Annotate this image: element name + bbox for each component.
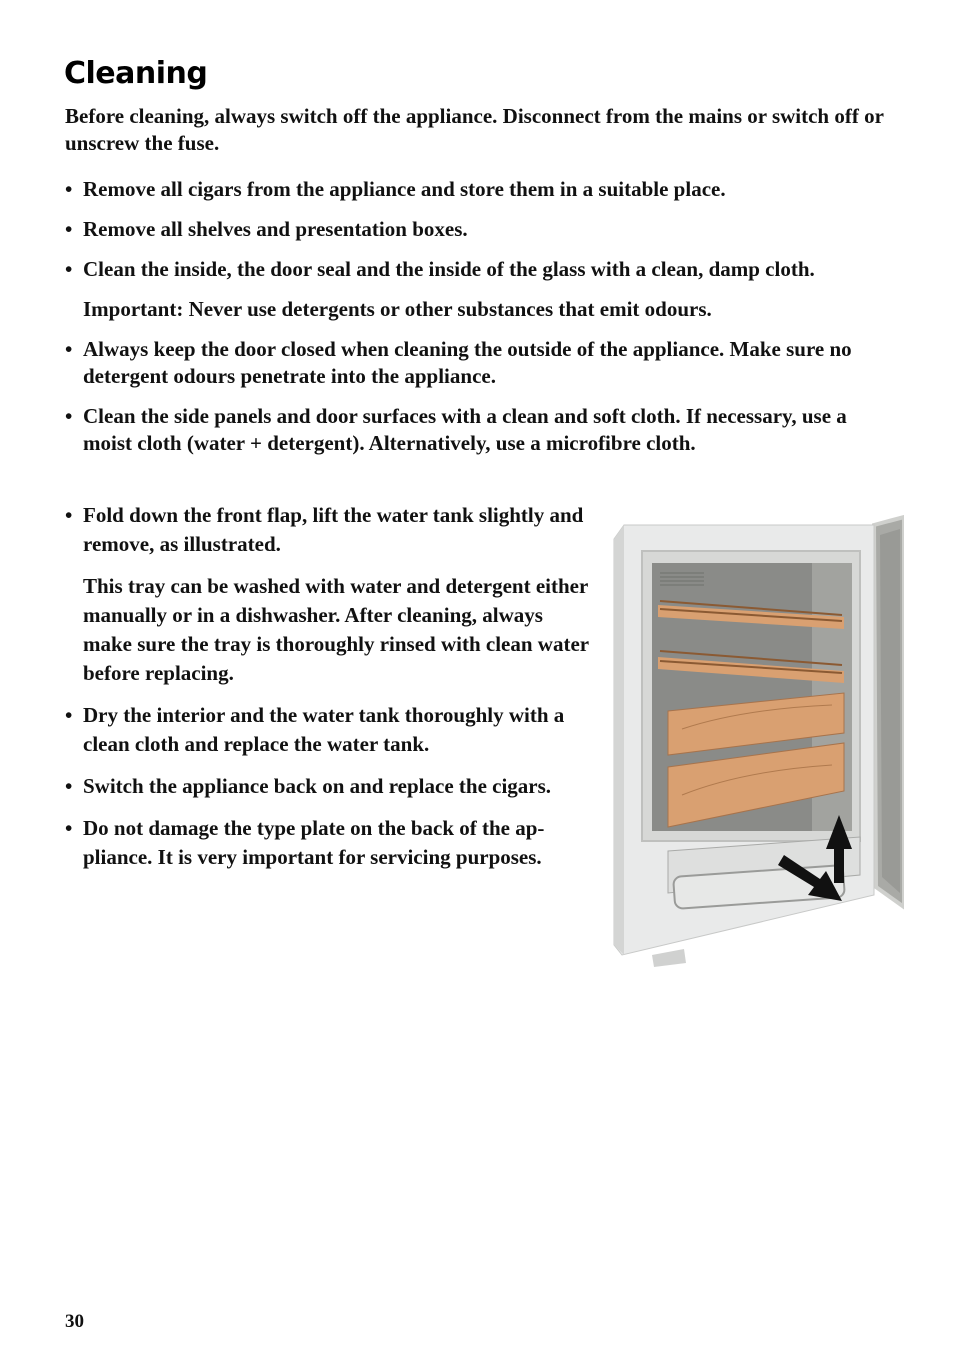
bullet: •	[65, 774, 73, 798]
list-item	[65, 772, 595, 801]
page-number: 30	[65, 1311, 84, 1332]
list-item-text: Remove all shelves and presentation boxes.	[83, 217, 468, 241]
humidor-illustration	[612, 515, 904, 975]
tray-washing-note: This tray can be washed with water and detergent either manually or in a dishwasher. After cleaning, always make sure the tray is thoroughly rinsed with clean water before replacing.	[83, 574, 589, 685]
important-note: Important: Never use detergents or other substances that emit odours.	[83, 297, 712, 321]
bullet: •	[65, 503, 73, 527]
bullet: •	[65, 217, 73, 241]
bullet: •	[65, 337, 73, 361]
list-item	[65, 403, 895, 457]
water-tank-steps-list	[65, 501, 595, 885]
list-item-text: Do not damage the type plate on the back of the ap-pliance. It is very important for servicing purposes.	[83, 816, 545, 869]
bullet: •	[65, 257, 73, 281]
list-item	[65, 336, 895, 390]
list-item	[65, 176, 895, 203]
list-item	[65, 701, 595, 759]
list-item-text: Dry the interior and the water tank thoroughly with a clean cloth and replace the water tank.	[83, 703, 565, 756]
list-item-text: Always keep the door closed when cleaning the outside of the appliance. Make sure no detergent odours penetrate into the appliance.	[83, 337, 852, 388]
page-title: Cleaning	[64, 56, 208, 91]
bullet: •	[65, 703, 73, 727]
cleaning-steps-list	[65, 176, 895, 470]
door-glass-pane	[880, 529, 900, 893]
list-item-text: Fold down the front flap, lift the water tank slightly and remove, as illustrated.	[83, 503, 584, 556]
bullet: •	[65, 816, 73, 840]
cabinet-foot	[652, 949, 686, 967]
bullet: •	[65, 404, 73, 428]
list-item	[65, 216, 895, 243]
list-item-text: Clean the side panels and door surfaces with a clean and soft cloth. If necessary, use a moist cloth (water + detergent). Alternatively, use a microfibre cloth.	[83, 404, 847, 455]
list-item	[65, 501, 595, 688]
list-item	[65, 256, 895, 323]
cabinet-side	[614, 525, 624, 955]
list-item	[65, 814, 595, 872]
intro-warning: Before cleaning, always switch off the appliance. Disconnect from the mains or switch off or unscrew the fuse.	[65, 104, 884, 155]
bullet: •	[65, 177, 73, 201]
list-item-text: Switch the appliance back on and replace the cigars.	[83, 774, 552, 798]
list-item-text: Remove all cigars from the appliance and store them in a suitable place.	[83, 177, 726, 201]
list-item-text: Clean the inside, the door seal and the inside of the glass with a clean, damp cloth.	[83, 257, 815, 281]
